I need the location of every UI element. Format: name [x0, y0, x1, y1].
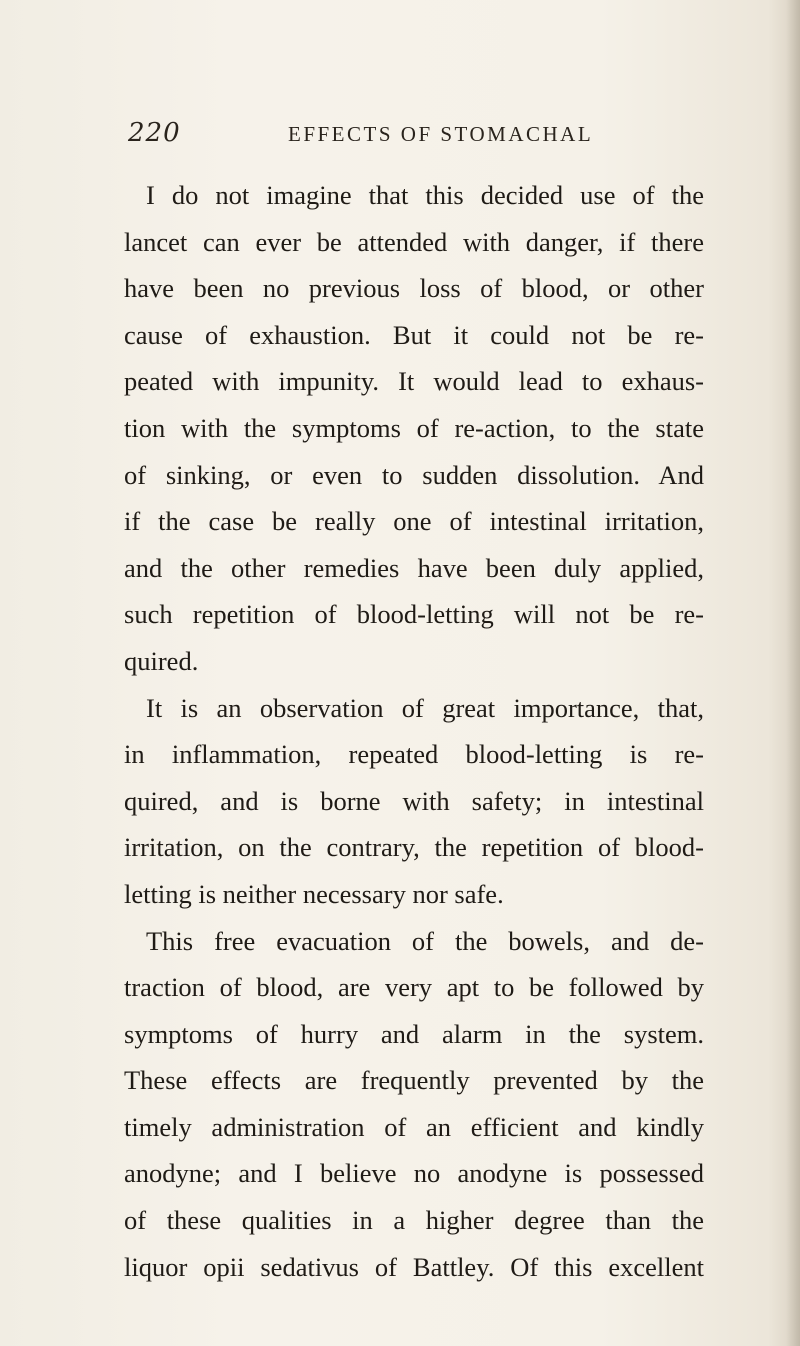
- running-head: EFFECTS OF STOMACHAL: [288, 122, 594, 146]
- text-line: These effects are frequently prevented by the: [124, 1065, 704, 1096]
- text-line: letting is neither necessary nor safe.: [124, 878, 504, 909]
- text-line: irritation, on the contrary, the repetition of blood-: [124, 832, 704, 863]
- text-line: lancet can ever be attended with danger, if there: [124, 226, 704, 257]
- text-line: symptoms of hurry and alarm in the system.: [124, 1018, 704, 1049]
- text-line: liquor opii sedativus of Battley. Of this excellent: [124, 1251, 704, 1282]
- text-line: I do not imagine that this decided use of the: [146, 180, 704, 210]
- text-line: cause of exhaustion. But it could not be re-: [124, 319, 704, 350]
- page-edge-shadow: [786, 0, 800, 1346]
- text-line: quired, and is borne with safety; in intestinal: [124, 785, 704, 816]
- text-line: of sinking, or even to sudden dissolution. And: [124, 459, 704, 490]
- text-line: This free evacuation of the bowels, and de-: [146, 925, 704, 956]
- page-number: 220: [128, 118, 181, 148]
- text-line: if the case be really one of intestinal irritation,: [124, 506, 704, 537]
- text-line: It is an observation of great importance, that,: [146, 692, 704, 723]
- text-line: tion with the symptoms of re-action, to the state: [124, 412, 704, 443]
- text-line: timely administration of an efficient and kindly: [124, 1111, 704, 1142]
- text-line: quired.: [124, 645, 199, 676]
- text-line: have been no previous loss of blood, or other: [124, 273, 704, 304]
- text-line: and the other remedies have been duly applied,: [124, 552, 704, 583]
- text-line: peated with impunity. It would lead to exhaus-: [124, 366, 704, 397]
- text-line: anodyne; and I believe no anodyne is possessed: [124, 1158, 704, 1189]
- text-line: of these qualities in a higher degree than the: [124, 1205, 704, 1236]
- text-line: such repetition of blood-letting will not be re-: [124, 599, 704, 630]
- page-header: [128, 118, 728, 158]
- body-text: [124, 172, 704, 1290]
- text-line: in inflammation, repeated blood-letting is re-: [124, 739, 704, 770]
- text-line: traction of blood, are very apt to be followed by: [124, 972, 704, 1003]
